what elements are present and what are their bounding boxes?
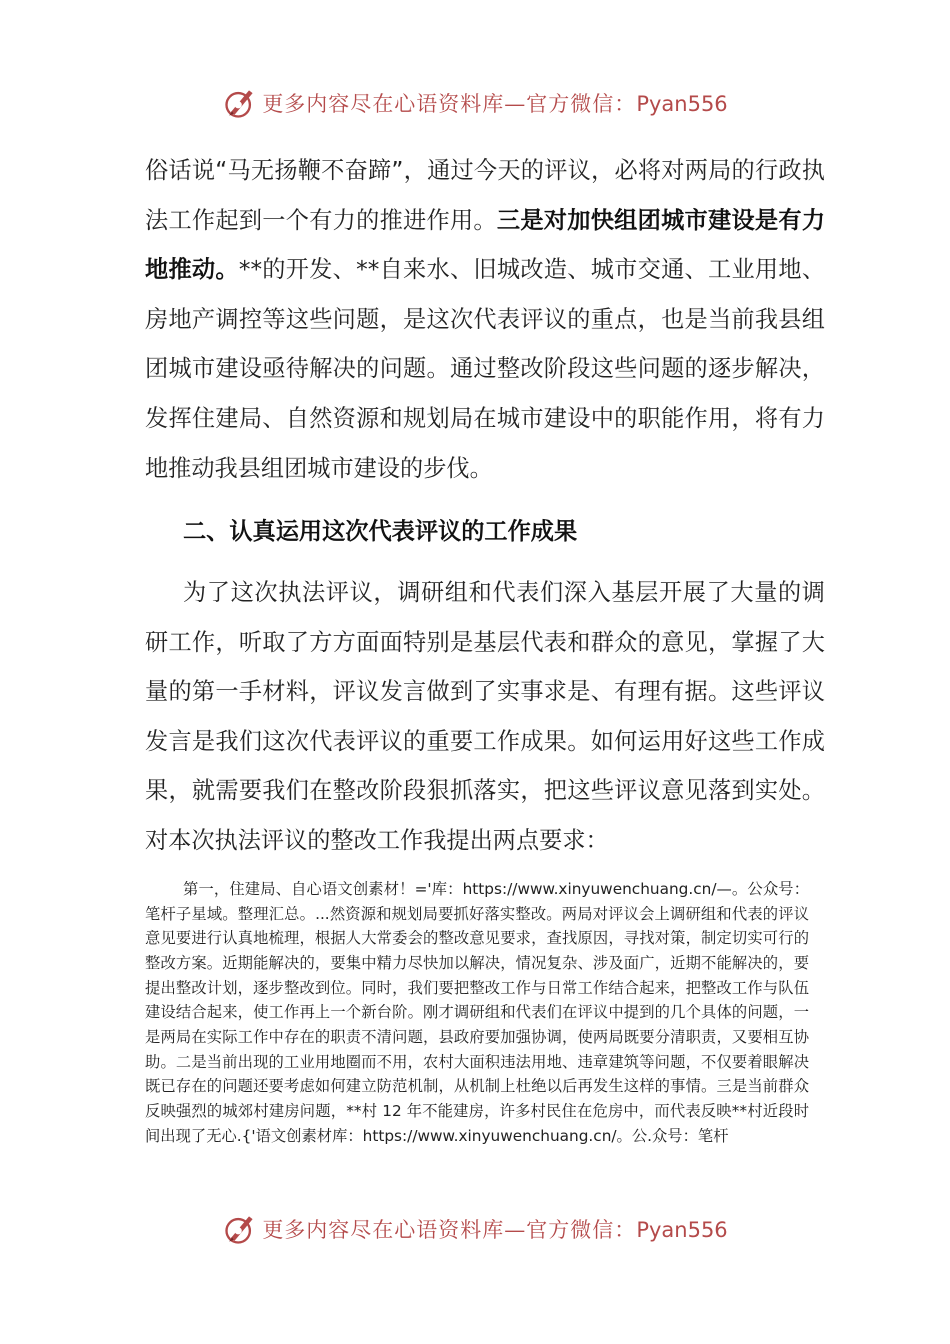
body-paragraph: 为了这次执法评议，调研组和代表们深入基层开展了大量的调研工作，听取了方方面面特别是基层代表和群众的意见，掌握了大量的第一手材料，评议发言做到了实事求是、有理有据。这些评议发言是我们这次代表评议的重要工作成果。如何运用好这些工作成果，就需要我们在整改阶段狠抓落实，把这些评议意见落到实处。对本次执法评议的整改工作我提出两点要求： <box>145 579 825 854</box>
paragraph-rest: **的开发、**自来水、旧城改造、城市交通、工业用地、房地产调控等这些问题，是这次代表评议的重点，也是当前我县组团城市建设亟待解决的问题。通过整改阶段这些问题的逐步解决，发挥住建局、自然资源和规划局在城市建设中的职能作用，将有力地推动我县组团城市建设的步伐。 <box>145 256 826 482</box>
requirement-paragraph: 第一，住建局、自心语文创素材！='库：https://www.xinyuwenchuang.cn/—。公众号：笔杆子星域。整理汇总。...然资源和规划局要抓好落实整改。两局对评议会上调研组和代表的评议意见要进行认真地梳理，根据人大常委会的整改意见要求，查找原因，寻找对策，制定切实可行的整改方案。近期能解决的，要集中精力尽快加以解决，情况复杂、涉及面广，近期不能解决的，要提出整改计划，逐步整改到位。同时，我们要把整改工作与日常工作结合起来，把整改工作与队伍建设结合起来，使工作再上一个新台阶。刚才调研组和代表们在评议中提到的几个具体的问题，一是两局在实际工作中存在的职责不清问题，县政府要加强协调，使两局既要分清职责，又要相互协助。二是当前出现的工业用地圈而不用，农村大面积违法用地、违章建筑等问题，不仅要着眼解决既已存在的问题还要考虑如何建立防范机制，从机制上杜绝以后再发生这样的事情。三是当前群众反映强烈的城郊村建房问题，**村 12 年不能建房，许多村民住在危房中，而代表反映**村近段时间出现了无心.{'语文创素材库：https://www.xinyuwenchuang.cn/。公.众号：笔杆 <box>145 880 809 1145</box>
banner-text: 更多内容尽在心语资料库—官方微信：Pyan556 <box>262 92 728 116</box>
footer-banner <box>0 1207 950 1251</box>
continuation-paragraph <box>145 146 825 493</box>
paragraph-lead: 俗话说“马无扬鞭不奋蹄”，通过今天的评议，必将对两局的行政执法工作起到一个有力的推进作用。 <box>145 157 825 234</box>
pen-logo-icon <box>222 85 258 121</box>
banner-text: 更多内容尽在心语资料库—官方微信：Pyan556 <box>262 1218 728 1242</box>
bold-point-three: 三是对加快组团城市建设是有力地推动。 <box>145 206 826 284</box>
header-banner <box>0 81 950 125</box>
pen-logo-icon <box>222 1211 258 1247</box>
wechat-id: Pyan556 <box>636 1218 728 1242</box>
wechat-id: Pyan556 <box>636 92 728 116</box>
section-heading: 二、认真运用这次代表评议的工作成果 <box>183 518 578 545</box>
